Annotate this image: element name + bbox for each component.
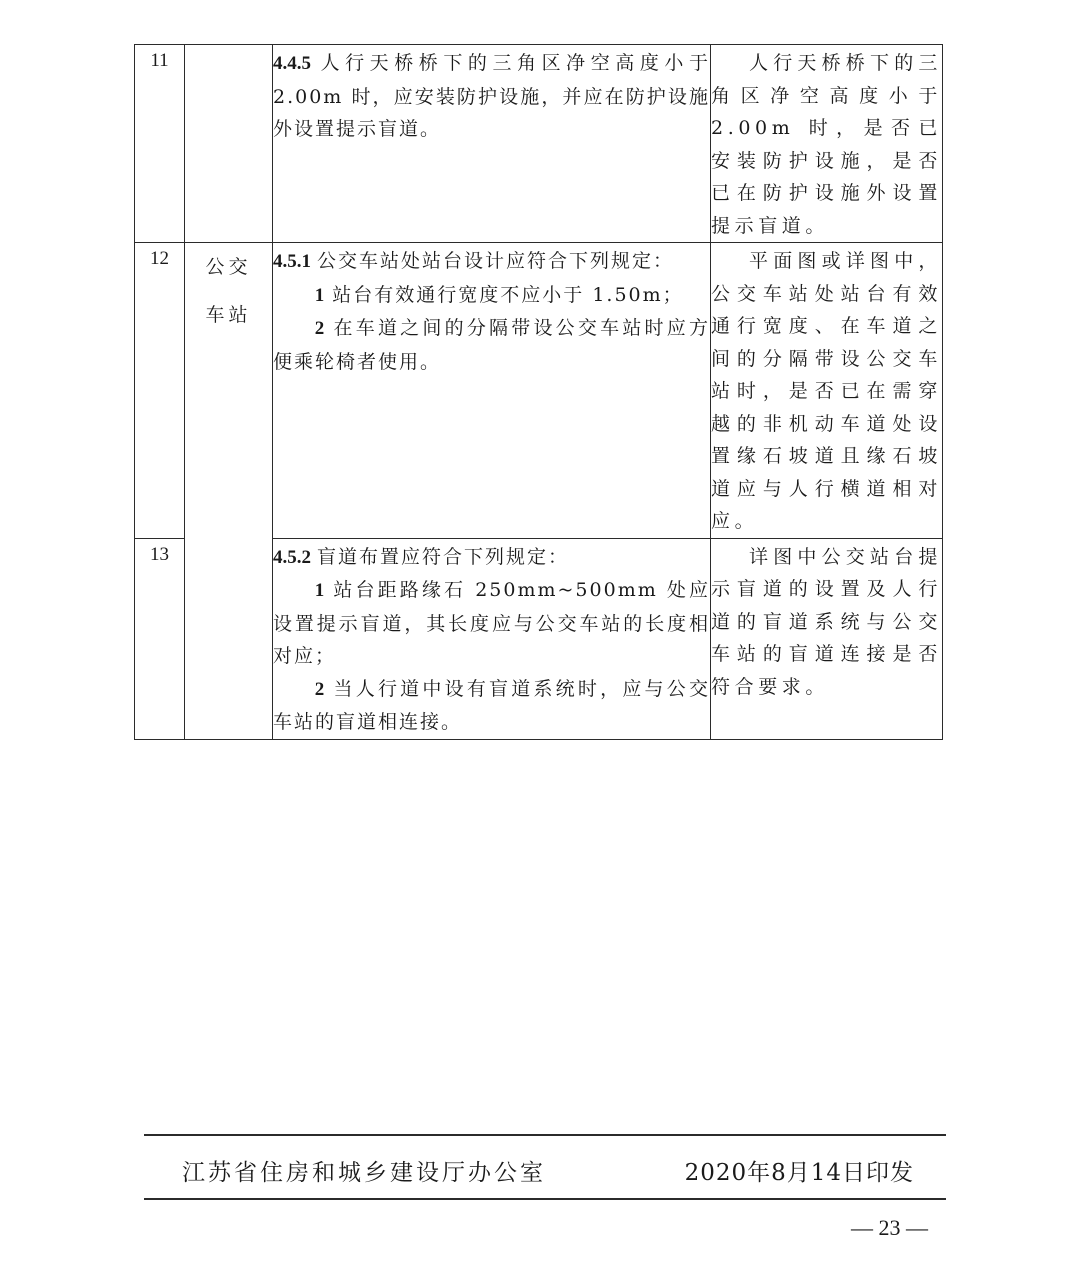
item-number: 1 bbox=[314, 284, 327, 306]
standard-cell bbox=[273, 45, 711, 243]
item-number: 1 bbox=[314, 580, 327, 601]
issue-date: 2020年8月14日印发 bbox=[684, 1160, 914, 1186]
page-number: — 23 — bbox=[851, 1215, 928, 1240]
check-text: 详图中公交站台提示盲道的设置及人行道的盲道系统与公交车站的盲道连接是否符合要求。 bbox=[711, 545, 942, 698]
table-row bbox=[135, 45, 943, 243]
check-text: 平面图或详图中，公交车站处站台有效通行宽度、在车道之间的分隔带设公交车站时，是否已在需穿越的非机动车道处设置缘石坡道且缘石坡道应与人行横道相对应。 bbox=[711, 250, 942, 532]
item-text: 在车道之间的分隔带设公交车站时应方便乘轮椅者使用。 bbox=[273, 317, 710, 373]
category-label: 公交车站 bbox=[205, 256, 252, 326]
clause-code: 4.5.2 bbox=[273, 546, 311, 568]
check-cell bbox=[711, 45, 943, 243]
item-number: 2 bbox=[314, 318, 327, 339]
check-text: 人行天桥桥下的三角区净空高度小于2.00m 时，是否已安装防护设施，是否已在防护设施外设置提示盲道。 bbox=[711, 52, 942, 237]
check-cell bbox=[711, 243, 943, 539]
table-row bbox=[135, 243, 943, 539]
row-number: 11 bbox=[135, 45, 185, 243]
clause-text: 公交车站处站台设计应符合下列规定： bbox=[317, 250, 675, 272]
standard-cell bbox=[273, 538, 711, 739]
row-number: 12 bbox=[135, 243, 185, 539]
list-item bbox=[273, 574, 710, 673]
clause-text: 盲道布置应符合下列规定： bbox=[317, 545, 570, 568]
list-item bbox=[273, 673, 710, 739]
issuing-organization: 江苏省住房和城乡建设厅办公室 bbox=[182, 1160, 546, 1186]
list-item bbox=[273, 312, 710, 378]
category-cell bbox=[185, 243, 273, 740]
category-cell bbox=[185, 45, 273, 243]
clause-text: 人行天桥桥下的三角区净空高度小于2.00m 时，应安装防护设施，并应在防护设施外设置提示盲道。 bbox=[273, 52, 710, 140]
footer-bottom-rule bbox=[144, 1198, 946, 1200]
item-number: 2 bbox=[314, 678, 327, 700]
check-cell bbox=[711, 538, 943, 739]
item-text: 站台有效通行宽度不应小于 1.50m； bbox=[332, 283, 684, 306]
standard-cell bbox=[273, 243, 711, 539]
clause-code: 4.5.1 bbox=[273, 251, 311, 272]
footer-top-rule bbox=[144, 1134, 946, 1136]
inspection-table bbox=[134, 44, 943, 740]
item-text: 站台距路缘石 250mm~500mm 处应设置提示盲道，其长度应与公交车站的长度相对应； bbox=[273, 579, 710, 667]
item-text: 当人行道中设有盲道系统时，应与公交车站的盲道相连接。 bbox=[273, 677, 710, 733]
clause-code: 4.4.5 bbox=[273, 53, 311, 74]
row-number: 13 bbox=[135, 538, 185, 739]
list-item bbox=[273, 279, 710, 313]
